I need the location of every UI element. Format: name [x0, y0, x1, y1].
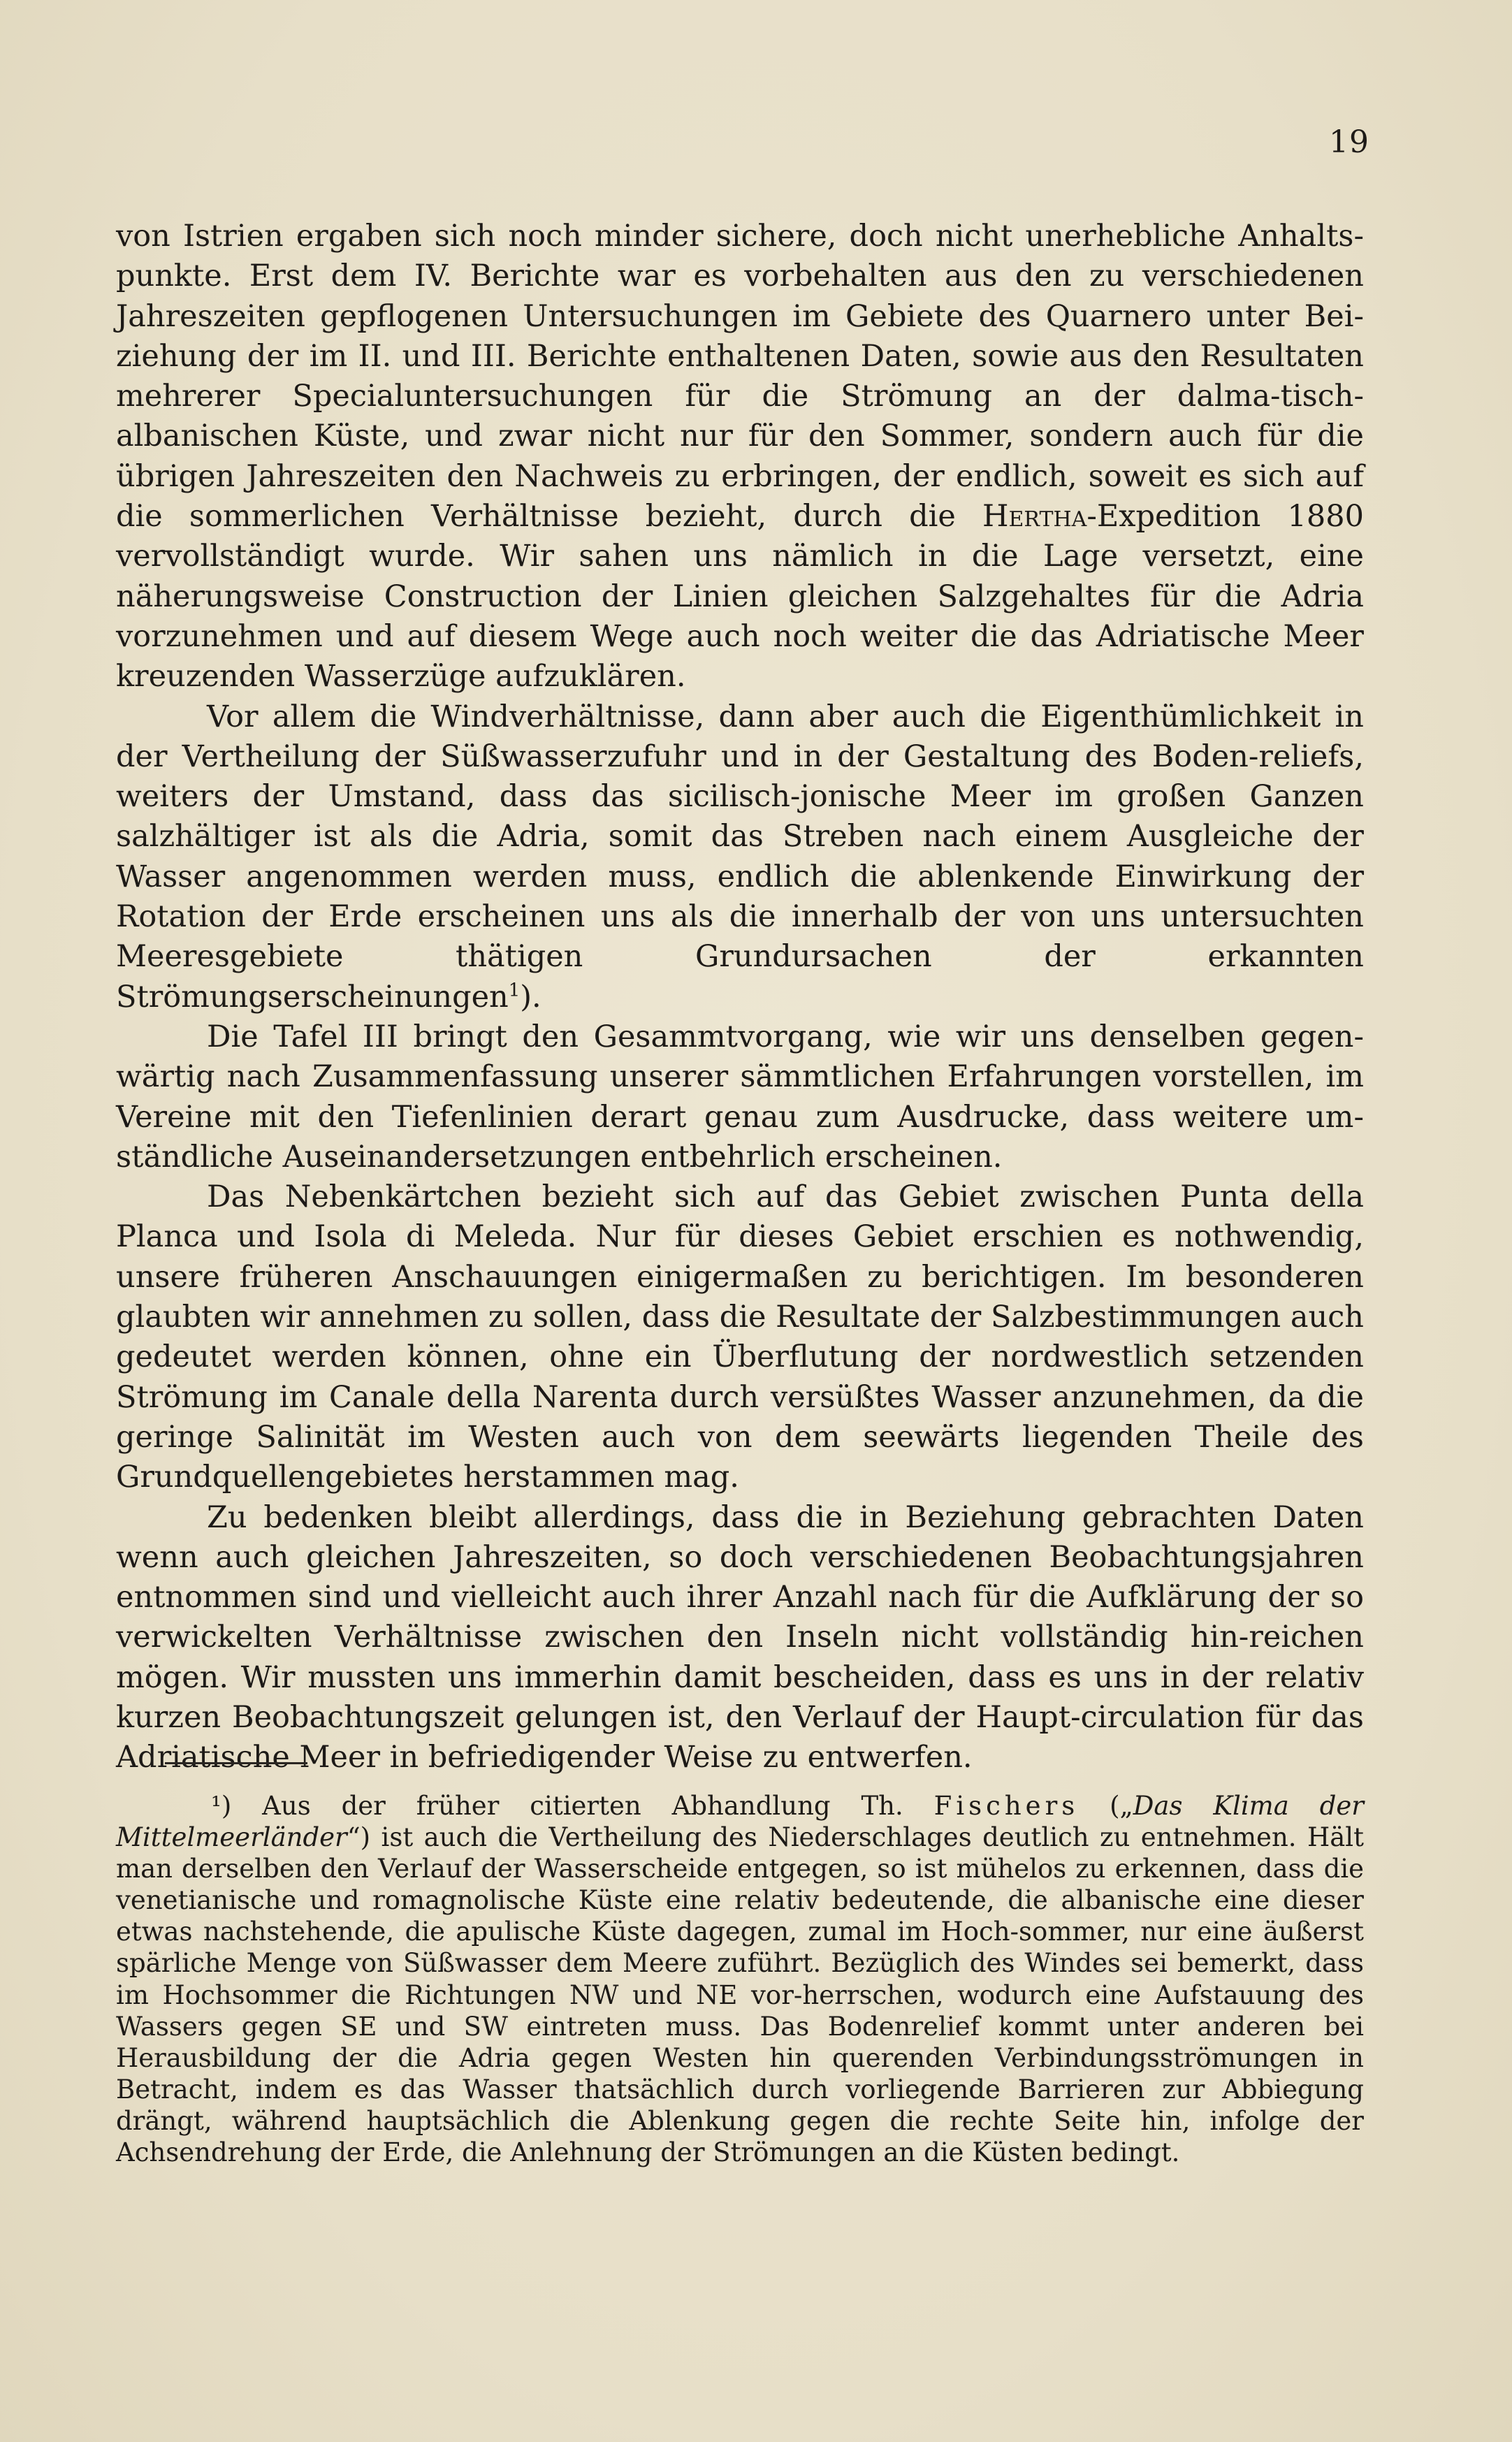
footnote-cited-title: Das Klima der Mittelmeerländer [116, 1791, 1364, 1853]
paragraph-2-text: Vor allem die Windverhältnisse, dann aber auch die Eigenthümlichkeit in der Vertheilung der Süßwasserzufuhr und in der Gestaltung des Boden-reliefs, weiters der Umstand, dass das sicilisch-jonische Meer im großen Ganzen salzhältiger ist als die Adria, somit das Streben nach einem Ausgleiche der Wasser angenommen werden muss, endlich die ablenkende Einwirkung der Rotation der Erde erscheinen uns als die innerhalb der von uns untersuchten Meeresgebiete thätigen Grundursachen der erkannten Strömungserscheinungen [116, 699, 1364, 1015]
main-text [116, 217, 1364, 1778]
footnote-text-open: („ [1079, 1791, 1133, 1821]
footnote-text-start: Aus der früher citierten Abhandlung Th. [231, 1791, 934, 1821]
paragraph-2 [116, 697, 1364, 1017]
paragraph-3: Die Tafel III bringt den Gesammtvorgang, wie wir uns denselben gegen-wärtig nach Zusammenfassung unserer sämmtlichen Erfahrungen vorstellen, im Vereine mit den Tiefenlinien derart genau zum Ausdrucke, dass weitere um-ständliche Auseinandersetzungen entbehrlich erscheinen. [116, 1019, 1364, 1175]
footnote-author: Fischers [933, 1791, 1080, 1821]
page-number: 19 [1329, 124, 1369, 160]
paragraph-1-tail: -Expedition 1880 vervollständigt wurde. Wir sahen uns nämlich in die Lage versetzt, eine näherungsweise Construction der Linien gleichen Salzgehaltes für die Adria vorzunehmen und auf diesem Wege auch noch weiter die das Adriatische Meer kreuzenden Wasserzüge aufzuklären. [116, 499, 1364, 695]
paragraph-2-tail: ). [520, 979, 541, 1015]
footnote-text-rest: “) ist auch die Vertheilung des Niederschlages deutlich zu entnehmen. Hält man derselben den Verlauf der Wasserscheide entgegen, so ist mühelos zu erkennen, dass die venetianische und romagnolische Küste eine relativ bedeutende, die albanische eine dieser etwas nachstehende, die apulische Küste dagegen, zumal im Hoch-sommer, nur eine äußerst spärliche Menge von Süßwasser dem Meere zuführt. Bezüglich des Windes sei bemerkt, dass im Hochsommer die Richtungen NW und NE vor-herrschen, wodurch eine Aufstauung des Wassers gegen SE und SW eintreten muss. Das Bodenrelief kommt unter anderen bei Herausbildung der die Adria gegen Westen hin querenden Verbindungsströmungen in Betracht, indem es das Wasser thatsächlich durch vorliegende Barrieren zur Abbiegung drängt, während hauptsächlich die Ablenkung gegen die rechte Seite hin, infolge der Achsendrehung der Erde, die Anlehnung der Strömungen an die Küsten bedingt. [116, 1822, 1364, 2168]
footnote-marker: ¹) [211, 1791, 232, 1821]
paragraph-5: Zu bedenken bleibt allerdings, dass die in Beziehung gebrachten Daten wenn auch gleichen Jahreszeiten, so doch verschiedenen Beobachtungsjahren entnommen sind und vielleicht auch ihrer Anzahl nach für die Aufklärung der so verwickelten Verhältnisse zwischen den Inseln nicht vollständig hin-reichen mögen. Wir mussten uns immerhin damit bescheiden, dass es uns in der relativ kurzen Beobachtungszeit gelungen ist, den Verlauf der Haupt-circulation für das Adriatische Meer in befriedigender Weise zu entwerfen. [116, 1499, 1364, 1775]
footnote-reference[interactable]: 1 [508, 980, 521, 1001]
paragraph-1 [116, 217, 1364, 697]
footnote-separator [165, 1762, 307, 1764]
footnote [116, 1790, 1364, 2168]
paragraph-4: Das Nebenkärtchen bezieht sich auf das Gebiet zwischen Punta della Planca und Isola di Meleda. Nur für dieses Gebiet erschien es nothwendig, unsere früheren Anschauungen einigermaßen zu berichtigen. Im besonderen glaubten wir annehmen zu sollen, dass die Resultate der Salzbestimmungen auch gedeutet werden können, ohne ein Überflutung der nordwestlich setzenden Strömung im Canale della Narenta durch versüßtes Wasser anzunehmen, da die geringe Salinität im Westen auch von dem seewärts liegenden Theile des Grundquellengebietes herstammen mag. [116, 1179, 1364, 1495]
paragraph-1-text: von Istrien ergaben sich noch minder sichere, doch nicht unerhebliche Anhalts-punkte. Erst dem IV. Berichte war es vorbehalten aus den zu verschiedenen Jahreszeiten gepflogenen Untersuchungen im Gebiete des Quarnero unter Bei-ziehung der im II. und III. Berichte enthaltenen Daten, sowie aus den Resultaten mehrerer Specialuntersuchungen für die Strömung an der dalma-tisch-albanischen Küste, und zwar nicht nur für den Sommer, sondern auch für die übrigen Jahreszeiten den Nachweis zu erbringen, der endlich, soweit es sich auf die sommerlichen Verhältnisse bezieht, durch die [116, 219, 1364, 535]
ship-name-hertha: Hertha [982, 499, 1087, 535]
